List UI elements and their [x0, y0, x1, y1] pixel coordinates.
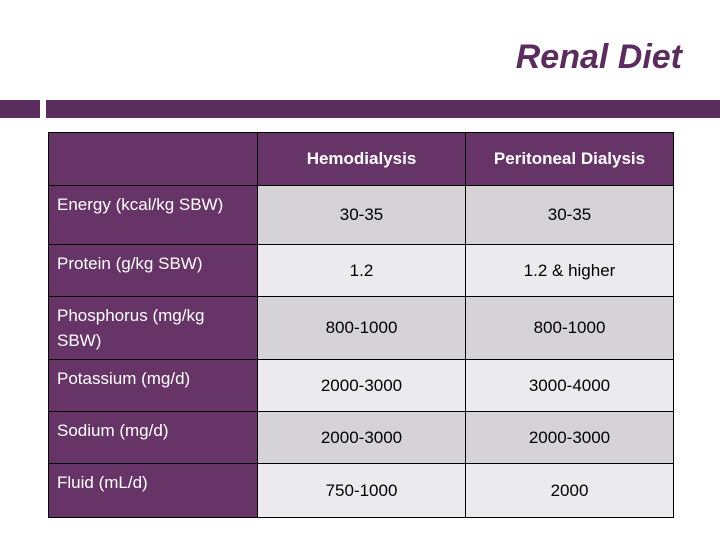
header-cell-hemodialysis: Hemodialysis	[258, 133, 466, 186]
header-cell-empty	[49, 133, 258, 186]
row-label-energy: Energy (kcal/kg SBW)	[49, 186, 258, 245]
accent-bar-right	[46, 100, 720, 118]
cell-potassium-peritoneal: 3000-4000	[466, 360, 674, 412]
cell-phosphorus-hemodialysis: 800-1000	[258, 297, 466, 360]
table-row	[49, 464, 674, 518]
cell-protein-hemodialysis: 1.2	[258, 245, 466, 297]
table-row	[49, 186, 674, 245]
cell-fluid-peritoneal: 2000	[466, 464, 674, 518]
row-label-protein: Protein (g/kg SBW)	[49, 245, 258, 297]
renal-diet-table	[48, 132, 674, 518]
cell-phosphorus-peritoneal: 800-1000	[466, 297, 674, 360]
row-label-phosphorus: Phosphorus (mg/kg SBW)	[49, 297, 258, 360]
table-row	[49, 297, 674, 360]
cell-sodium-peritoneal: 2000-3000	[466, 412, 674, 464]
row-label-potassium: Potassium (mg/d)	[49, 360, 258, 412]
table-row	[49, 245, 674, 297]
table-header-row	[49, 133, 674, 186]
header-cell-peritoneal: Peritoneal Dialysis	[466, 133, 674, 186]
row-label-fluid: Fluid (mL/d)	[49, 464, 258, 518]
cell-energy-peritoneal: 30-35	[466, 186, 674, 245]
cell-protein-peritoneal: 1.2 & higher	[466, 245, 674, 297]
cell-potassium-hemodialysis: 2000-3000	[258, 360, 466, 412]
slide-title: Renal Diet	[515, 38, 682, 76]
cell-energy-hemodialysis: 30-35	[258, 186, 466, 245]
table-row	[49, 412, 674, 464]
cell-fluid-hemodialysis: 750-1000	[258, 464, 466, 518]
cell-sodium-hemodialysis: 2000-3000	[258, 412, 466, 464]
table-row	[49, 360, 674, 412]
row-label-sodium: Sodium (mg/d)	[49, 412, 258, 464]
accent-bar-left	[0, 100, 40, 118]
